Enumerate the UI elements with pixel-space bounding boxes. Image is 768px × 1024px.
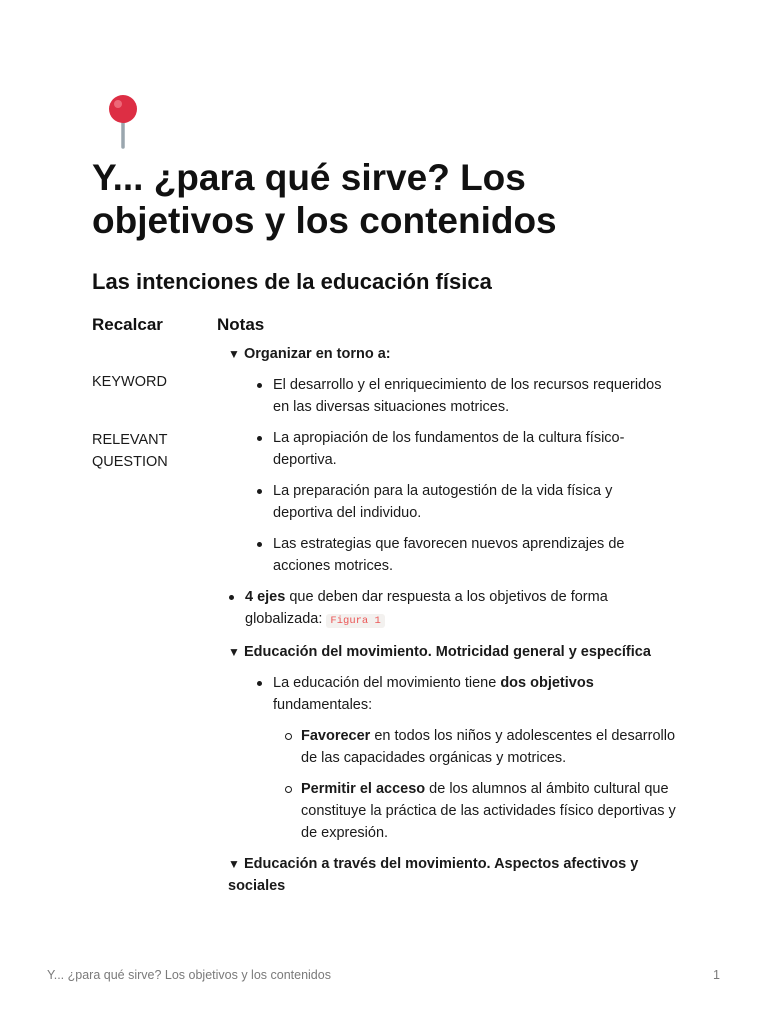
figura-tag: Figura 1 — [326, 614, 384, 628]
relevant-question-label: RELEVANT QUESTION — [92, 432, 168, 470]
item-text: fundamentales: — [273, 697, 373, 713]
subitem-text: en todos los niños y adolescentes el desarrollo de las capacidades orgánicas y motrices. — [301, 728, 676, 766]
list-item — [273, 672, 676, 844]
list-item-ejes — [245, 586, 676, 632]
toggle-triangle-icon[interactable]: ▼ — [228, 347, 240, 361]
toggle-organizar[interactable] — [228, 343, 676, 365]
round-pushpin-icon — [98, 93, 148, 149]
list-item: La preparación para la autogestión de la vida física y deportiva del individuo. — [273, 480, 676, 524]
sublist-item — [301, 778, 676, 844]
column-header-notas: Notas — [217, 315, 265, 334]
keyword-label: KEYWORD — [92, 374, 167, 390]
ejes-text: que deben dar respuesta a los objetivos de forma globalizada: — [245, 589, 608, 627]
notes-column — [228, 343, 676, 897]
objetivos-sublist — [273, 725, 676, 844]
item-bold: dos objetivos — [500, 675, 594, 691]
footer-title: Y... ¿para qué sirve? Los objetivos y los contenidos — [47, 968, 331, 982]
subitem-bold: Permitir el acceso — [301, 781, 426, 797]
toggle-triangle-icon[interactable]: ▼ — [228, 857, 240, 871]
toggle-educacion-a-traves[interactable] — [228, 853, 676, 897]
list-item: El desarrollo y el enriquecimiento de los recursos requeridos en las diversas situaciones motrices. — [273, 374, 676, 418]
list-item: Las estrategias que favorecen nuevos aprendizajes de acciones motrices. — [273, 533, 676, 577]
toggle-educacion-del-movimiento[interactable] — [228, 641, 676, 663]
sublist-item — [301, 725, 676, 769]
organizar-list — [228, 374, 676, 577]
section-heading: Las intenciones de la educación física — [92, 269, 492, 294]
page-number: 1 — [713, 968, 720, 982]
list-item: La apropiación de los fundamentos de la cultura físico-deportiva. — [273, 427, 676, 471]
toggle-label: Educación a través del movimiento. Aspectos afectivos y sociales — [228, 856, 639, 894]
page-title: Y... ¿para qué sirve? Los objetivos y los contenidos — [92, 157, 557, 241]
toggle-label: Educación del movimiento. Motricidad general y específica — [244, 644, 651, 660]
ejes-list — [228, 586, 676, 632]
educacion-list — [228, 672, 676, 844]
subitem-text: de los alumnos al ámbito cultural que constituye la práctica de las actividades físico deportivas y de expresión. — [301, 781, 676, 841]
subitem-bold: Favorecer — [301, 728, 371, 744]
item-text: La educación del movimiento tiene — [273, 675, 501, 691]
ejes-bold: 4 ejes — [245, 589, 286, 605]
toggle-triangle-icon[interactable]: ▼ — [228, 645, 240, 659]
column-header-recalcar: Recalcar — [92, 315, 163, 334]
toggle-label: Organizar en torno a: — [244, 346, 391, 362]
